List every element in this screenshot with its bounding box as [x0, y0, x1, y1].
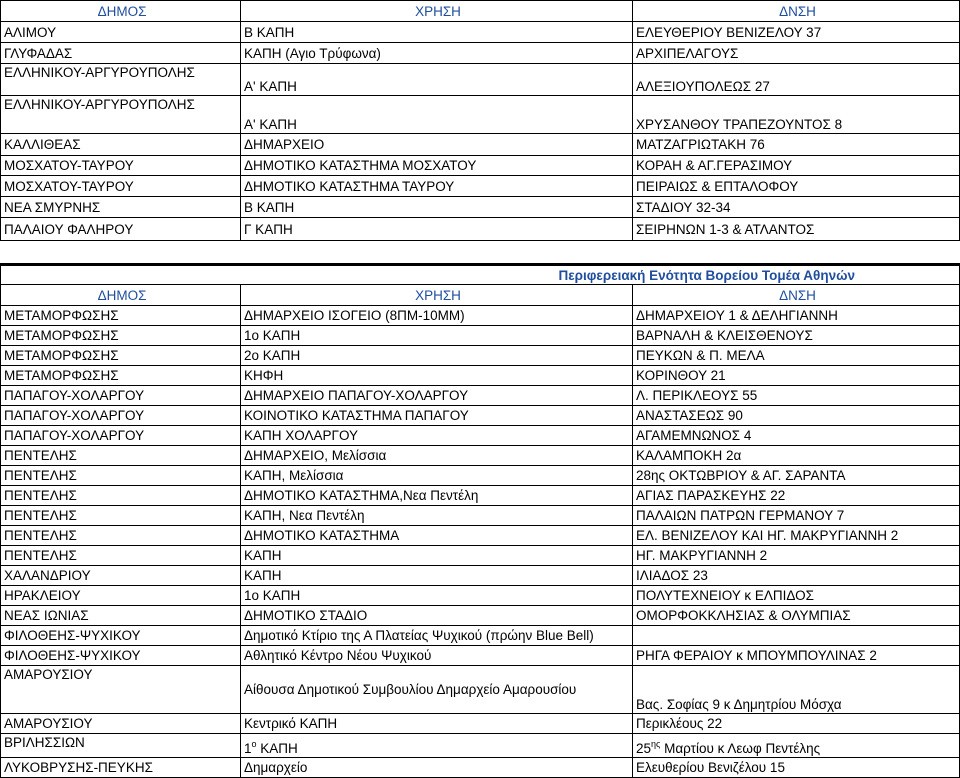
- table-south: [0, 0, 960, 241]
- cell-dimos: ΒΡΙΛΗΣΣΙΩΝ: [1, 734, 241, 758]
- cell-xrisi: ΚΑΠΗ, Μελίσσια: [241, 466, 633, 486]
- cell-dimos: ΦΙΛΟΘΕΗΣ-ΨΥΧΙΚΟΥ: [1, 626, 241, 646]
- cell-dnsi: ΚΑΛΑΜΠΟΚΗ 2α: [633, 446, 960, 466]
- cell-dnsi: ΠΕΙΡΑΙΩΣ & ΕΠΤΑΛΟΦΟΥ: [633, 176, 960, 197]
- table-row: [1, 156, 960, 176]
- cell-xrisi: [241, 734, 633, 758]
- cell-dimos: ΓΛΥΦΑΔΑΣ: [1, 43, 241, 64]
- cell-xrisi: ΔΗΜΟΤΙΚΟ ΣΤΑΔΙΟ: [241, 606, 633, 626]
- cell-dnsi: Ελευθερίου Βενιζέλου 15: [633, 758, 960, 778]
- table-row: [1, 466, 960, 486]
- table-row: [1, 606, 960, 626]
- cell-dimos: ΜΟΣΧΑΤΟΥ-ΤΑΥΡΟΥ: [1, 156, 241, 176]
- usage-ordinal: ο: [251, 739, 257, 749]
- cell-dnsi: ΙΛΙΑΔΟΣ 23: [633, 566, 960, 586]
- cell-xrisi: ΚΑΠΗ, Νεα Πεντέλη: [241, 506, 633, 526]
- table-row: [1, 626, 960, 646]
- cell-dnsi: ΟΜΟΡΦΟΚΚΛΗΣΙΑΣ & ΟΛΥΜΠΙΑΣ: [633, 606, 960, 626]
- cell-dimos: ΕΛΛΗΝΙΚΟΥ-ΑΡΓΥΡΟΥΠΟΛΗΣ: [1, 96, 241, 134]
- cell-xrisi: 1ο ΚΑΠΗ: [241, 586, 633, 606]
- cell-dimos: ΦΙΛΟΘΕΗΣ-ΨΥΧΙΚΟΥ: [1, 646, 241, 666]
- table-row: [1, 758, 960, 778]
- column-header-dnsi: ΔΝΣΗ: [633, 285, 960, 306]
- table-row: [1, 96, 960, 134]
- cell-dnsi: ΧΡΥΣΑΝΘΟΥ ΤΡΑΠΕΖΟΥΝΤΟΣ 8: [633, 96, 960, 134]
- table-row: [1, 64, 960, 96]
- cell-dnsi: ΑΓΑΜΕΜΝΩΝΟΣ 4: [633, 426, 960, 446]
- column-header-xrisi: ΧΡΗΣΗ: [241, 285, 633, 306]
- cell-dimos: ΝΕΑΣ ΙΩΝΙΑΣ: [1, 606, 241, 626]
- cell-dimos: ΛΥΚΟΒΡΥΣΗΣ-ΠΕΥΚΗΣ: [1, 758, 241, 778]
- address-text: Μαρτίου κ Λεωφ Πεντέλης: [660, 741, 821, 756]
- cell-dnsi: [633, 734, 960, 758]
- table-row: [1, 446, 960, 466]
- cell-xrisi: ΔΗΜΟΤΙΚΟ ΚΑΤΑΣΤΗΜΑ ΤΑΥΡΟΥ: [241, 176, 633, 197]
- cell-dnsi: ΕΛ. ΒΕΝΙΖΕΛΟΥ ΚΑΙ ΗΓ. ΜΑΚΡΥΓΙΑΝΝΗ 2: [633, 526, 960, 546]
- cell-dimos: ΠΑΠΑΓΟΥ-ΧΟΛΑΡΓΟΥ: [1, 426, 241, 446]
- cell-xrisi: ΔΗΜΟΤΙΚΟ ΚΑΤΑΣΤΗΜΑ: [241, 526, 633, 546]
- cell-dnsi: ΑΝΑΣΤΑΣΕΩΣ 90: [633, 406, 960, 426]
- table-row: [1, 734, 960, 758]
- cell-xrisi: Δημοτικό Κτίριο της Α Πλατείας Ψυχικού (πρώην Blue Bell): [241, 626, 633, 646]
- table-row: [1, 646, 960, 666]
- table-row: [1, 666, 960, 714]
- cell-dimos: ΗΡΑΚΛΕΙΟΥ: [1, 586, 241, 606]
- cell-dnsi: Βας. Σοφίας 9 κ Δημητρίου Μόσχα: [633, 666, 960, 714]
- table-header-row: [1, 285, 960, 306]
- table-row: [1, 22, 960, 43]
- cell-dnsi: ΑΓΙΑΣ ΠΑΡΑΣΚΕΥΗΣ 22: [633, 486, 960, 506]
- cell-dimos: ΑΛΙΜΟΥ: [1, 22, 241, 43]
- table-row: [1, 386, 960, 406]
- cell-xrisi: ΚΑΠΗ ΧΟΛΑΡΓΟΥ: [241, 426, 633, 446]
- cell-xrisi: ΔΗΜΟΤΙΚΟ ΚΑΤΑΣΤΗΜΑ ΜΟΣΧΑΤΟΥ: [241, 156, 633, 176]
- table-row: [1, 506, 960, 526]
- table-row: [1, 566, 960, 586]
- region-title: Περιφερειακή Ενότητα Βορείου Τομέα Αθηνών: [1, 265, 960, 285]
- cell-dimos: ΜΕΤΑΜΟΡΦΩΣΗΣ: [1, 346, 241, 366]
- cell-xrisi: ΚΑΠΗ: [241, 566, 633, 586]
- column-header-dimos: ΔΗΜΟΣ: [1, 1, 241, 22]
- table-row: [1, 326, 960, 346]
- cell-dimos: ΠΕΝΤΕΛΗΣ: [1, 466, 241, 486]
- table-row: [1, 546, 960, 566]
- cell-dimos: ΠΑΛΑΙΟΥ ΦΑΛΗΡΟΥ: [1, 218, 241, 241]
- cell-dimos: ΑΜΑΡΟΥΣΙΟΥ: [1, 714, 241, 734]
- cell-dimos: ΠΑΠΑΓΟΥ-ΧΟΛΑΡΓΟΥ: [1, 386, 241, 406]
- cell-dimos: ΑΜΑΡΟΥΣΙΟΥ: [1, 666, 241, 714]
- cell-dnsi: ΒΑΡΝΑΛΗ & ΚΛΕΙΣΘΕΝΟΥΣ: [633, 326, 960, 346]
- column-header-dimos: ΔΗΜΟΣ: [1, 285, 241, 306]
- cell-dnsi: Λ. ΠΕΡΙΚΛΕΟΥΣ 55: [633, 386, 960, 406]
- cell-dimos: ΜΕΤΑΜΟΡΦΩΣΗΣ: [1, 326, 241, 346]
- cell-dnsi: ΣΕΙΡΗΝΩΝ 1-3 & ΑΤΛΑΝΤΟΣ: [633, 218, 960, 241]
- cell-dimos: ΠΕΝΤΕΛΗΣ: [1, 506, 241, 526]
- cell-xrisi: Δημαρχείο: [241, 758, 633, 778]
- cell-dnsi: ΑΡΧΙΠΕΛΑΓΟΥΣ: [633, 43, 960, 64]
- cell-dnsi: ΜΑΤΖΑΓΡΙΩΤΑΚΗ 76: [633, 134, 960, 156]
- cell-dnsi: ΠΟΛΥΤΕΧΝΕΙΟΥ κ ΕΛΠΙΔΟΣ: [633, 586, 960, 606]
- cell-dnsi: ΠΕΥΚΩΝ & Π. ΜΕΛΑ: [633, 346, 960, 366]
- cell-dimos: ΠΕΝΤΕΛΗΣ: [1, 486, 241, 506]
- cell-dnsi: ΑΛΕΞΙΟΥΠΟΛΕΩΣ 27: [633, 64, 960, 96]
- cell-xrisi: Γ ΚΑΠΗ: [241, 218, 633, 241]
- table-row: [1, 43, 960, 64]
- cell-xrisi: Α' ΚΑΠΗ: [241, 96, 633, 134]
- address-ordinal: ης: [651, 739, 661, 749]
- cell-dimos: ΜΕΤΑΜΟΡΦΩΣΗΣ: [1, 366, 241, 386]
- cell-xrisi: Α' ΚΑΠΗ: [241, 64, 633, 96]
- cell-xrisi: ΔΗΜΟΤΙΚΟ ΚΑΤΑΣΤΗΜΑ,Νεα Πεντέλη: [241, 486, 633, 506]
- column-header-dnsi: ΔΝΣΗ: [633, 1, 960, 22]
- cell-xrisi: ΔΗΜΑΡΧΕΙΟ ΙΣΟΓΕΙΟ (8ΠΜ-10ΜΜ): [241, 306, 633, 326]
- cell-xrisi: ΔΗΜΑΡΧΕΙΟ ΠΑΠΑΓΟΥ-ΧΟΛΑΡΓΟΥ: [241, 386, 633, 406]
- address-number: 25: [636, 741, 652, 756]
- cell-xrisi: 2ο ΚΑΠΗ: [241, 346, 633, 366]
- cell-dimos: ΠΑΠΑΓΟΥ-ΧΟΛΑΡΓΟΥ: [1, 406, 241, 426]
- cell-xrisi: Β ΚΑΠΗ: [241, 197, 633, 218]
- table-row: [1, 366, 960, 386]
- cell-dnsi: Περικλέους 22: [633, 714, 960, 734]
- cell-dnsi: ΠΑΛΑΙΩΝ ΠΑΤΡΩΝ ΓΕΡΜΑΝΟΥ 7: [633, 506, 960, 526]
- table-row: [1, 586, 960, 606]
- cell-dimos: ΠΕΝΤΕΛΗΣ: [1, 526, 241, 546]
- table-row: [1, 486, 960, 506]
- cell-xrisi: Αθλητικό Κέντρο Νέου Ψυχικού: [241, 646, 633, 666]
- cell-dnsi: ΔΗΜΑΡΧΕΙΟΥ 1 & ΔΕΛΗΓΙΑΝΝΗ: [633, 306, 960, 326]
- cell-dimos: ΝΕΑ ΣΜΥΡΝΗΣ: [1, 197, 241, 218]
- cell-xrisi: ΚΑΠΗ (Αγιο Τρύφωνα): [241, 43, 633, 64]
- cell-xrisi: ΚΟΙΝΟΤΙΚΟ ΚΑΤΑΣΤΗΜΑ ΠΑΠΑΓΟΥ: [241, 406, 633, 426]
- cell-dimos: ΧΑΛΑΝΔΡΙΟΥ: [1, 566, 241, 586]
- cell-dimos: ΠΕΝΤΕΛΗΣ: [1, 446, 241, 466]
- table-row: [1, 526, 960, 546]
- cell-dimos: ΕΛΛΗΝΙΚΟΥ-ΑΡΓΥΡΟΥΠΟΛΗΣ: [1, 64, 241, 96]
- cell-dnsi: ΚΟΡΙΝΘΟΥ 21: [633, 366, 960, 386]
- table-row: [1, 426, 960, 446]
- cell-dnsi: 28ης ΟΚΤΩΒΡΙΟΥ & ΑΓ. ΣΑΡΑΝΤΑ: [633, 466, 960, 486]
- table-row: [1, 346, 960, 366]
- cell-dnsi: [633, 626, 960, 646]
- cell-dnsi: ΣΤΑΔΙΟΥ 32-34: [633, 197, 960, 218]
- cell-xrisi: ΔΗΜΑΡΧΕΙΟ: [241, 134, 633, 156]
- cell-dimos: ΜΟΣΧΑΤΟΥ-ΤΑΥΡΟΥ: [1, 176, 241, 197]
- cell-xrisi: ΚΑΠΗ: [241, 546, 633, 566]
- cell-xrisi: Κεντρικό ΚΑΠΗ: [241, 714, 633, 734]
- cell-dnsi: ΗΓ. ΜΑΚΡΥΓΙΑΝΝΗ 2: [633, 546, 960, 566]
- cell-xrisi: ΔΗΜΑΡΧΕΙΟ, Μελίσσια: [241, 446, 633, 466]
- cell-xrisi: Αίθουσα Δημοτικού Συμβουλίου Δημαρχείο Αμαρουσίου: [241, 666, 633, 714]
- table-row: [1, 218, 960, 241]
- column-header-xrisi: ΧΡΗΣΗ: [241, 1, 633, 22]
- cell-dnsi: ΡΗΓΑ ΦΕΡΑΙΟΥ κ ΜΠΟΥΜΠΟΥΛΙΝΑΣ 2: [633, 646, 960, 666]
- table-row: [1, 176, 960, 197]
- table-row: [1, 134, 960, 156]
- cell-dimos: ΠΕΝΤΕΛΗΣ: [1, 546, 241, 566]
- cell-xrisi: 1ο ΚΑΠΗ: [241, 326, 633, 346]
- cell-dimos: ΚΑΛΛΙΘΕΑΣ: [1, 134, 241, 156]
- table-row: [1, 306, 960, 326]
- cell-xrisi: Β ΚΑΠΗ: [241, 22, 633, 43]
- table-north: [0, 263, 960, 778]
- table-row: [1, 714, 960, 734]
- cell-dnsi: ΚΟΡΑΗ & ΑΓ.ΓΕΡΑΣΙΜΟΥ: [633, 156, 960, 176]
- table-row: [1, 197, 960, 218]
- cell-dimos: ΜΕΤΑΜΟΡΦΩΣΗΣ: [1, 306, 241, 326]
- cell-dnsi: ΕΛΕΥΘΕΡΙΟΥ ΒΕΝΙΖΕΛΟΥ 37: [633, 22, 960, 43]
- table-header-row: [1, 1, 960, 22]
- table-row: [1, 406, 960, 426]
- usage-text: ΚΑΠΗ: [256, 741, 298, 756]
- usage-number: 1: [244, 741, 252, 756]
- cell-xrisi: ΚΗΦΗ: [241, 366, 633, 386]
